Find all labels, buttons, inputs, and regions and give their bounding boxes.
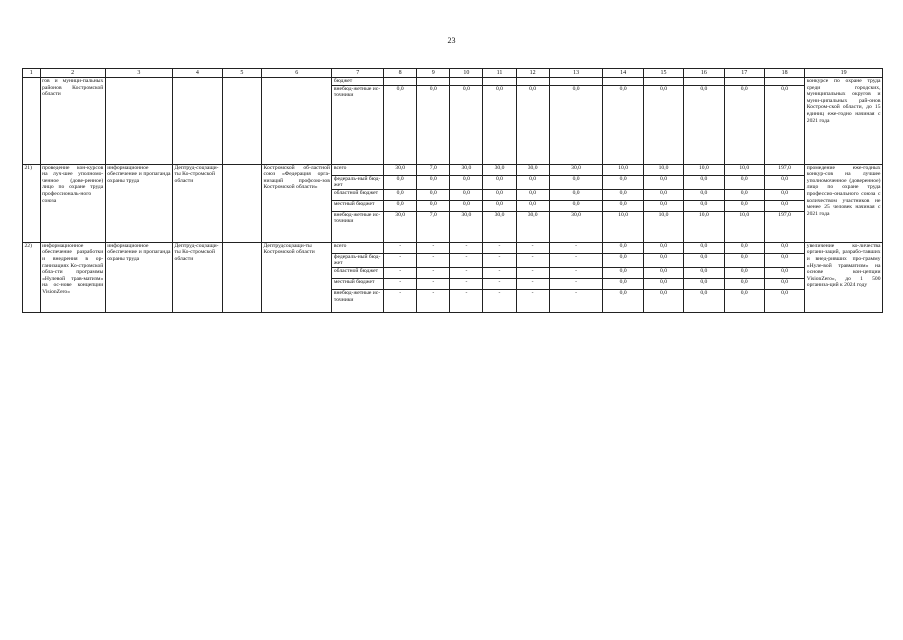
- header-cell: 14: [603, 69, 643, 78]
- value-cell: -: [450, 242, 483, 253]
- value-cell: 0,0: [417, 85, 450, 164]
- value-cell: 0,0: [764, 289, 804, 312]
- value-cell: 0,0: [516, 189, 549, 200]
- value-cell: [384, 78, 417, 86]
- value-cell: 0,0: [384, 189, 417, 200]
- value-cell: 0,0: [483, 200, 516, 211]
- cell-result: промедение еже-годных конкур-сов на лучшее уполномоченное (доверенное) лицо по охране труда профессио-онального союза с количеством участников не менее 25 человек начиная с 2021 года: [805, 164, 883, 242]
- header-cell: 5: [222, 69, 261, 78]
- value-cell: 10,0: [643, 211, 683, 242]
- page-number: 23: [447, 36, 456, 45]
- value-cell: 0,0: [483, 175, 516, 189]
- header-cell: 12: [516, 69, 549, 78]
- cell-empty: [105, 78, 172, 165]
- value-cell: [450, 78, 483, 86]
- value-cell: 30,0: [549, 164, 603, 175]
- value-cell: 0,0: [549, 200, 603, 211]
- source-label: местный бюджет: [332, 278, 384, 289]
- value-cell: 0,0: [450, 200, 483, 211]
- value-cell: 0,0: [603, 85, 643, 164]
- value-cell: 0,0: [684, 267, 724, 278]
- value-cell: 0,0: [603, 278, 643, 289]
- value-cell: 0,0: [417, 200, 450, 211]
- value-cell: 0,0: [549, 189, 603, 200]
- value-cell: 0,0: [384, 85, 417, 164]
- header-cell: 10: [450, 69, 483, 78]
- value-cell: 0,0: [724, 278, 764, 289]
- header-cell: 8: [384, 69, 417, 78]
- value-cell: 0,0: [724, 242, 764, 253]
- source-label: внебюд-жетные ис-точники: [332, 85, 384, 164]
- cell-result: конкурсе по охране труда среди городских, муниципальных округов и муни-ципальных рай-онов Костром-ской области, до 15 единиц еже-годно начиная с 2021 года: [805, 78, 883, 165]
- value-cell: -: [384, 242, 417, 253]
- header-cell: 13: [549, 69, 603, 78]
- cell-description: информационное обеспечение разработки и внедрения в ор-ганизациях Ко-стромской обла-сти программы «Нулевой трав-матизм» на ос-нове концепции VisionZero»: [40, 242, 105, 312]
- value-cell: 0,0: [724, 85, 764, 164]
- source-label: всего: [332, 164, 384, 175]
- value-cell: -: [516, 242, 549, 253]
- value-cell: 0,0: [643, 267, 683, 278]
- value-cell: -: [384, 278, 417, 289]
- value-cell: -: [549, 267, 603, 278]
- value-cell: 10,0: [603, 164, 643, 175]
- header-cell: 2: [40, 69, 105, 78]
- cell-empty: [222, 242, 261, 312]
- cell-responsible: Дептруд-соцзащи-ты Ко-стромской области: [173, 164, 223, 242]
- value-cell: -: [450, 267, 483, 278]
- value-cell: 0,0: [684, 242, 724, 253]
- cell-num: [23, 78, 41, 165]
- value-cell: [516, 78, 549, 86]
- value-cell: 0,0: [603, 289, 643, 312]
- value-cell: 0,0: [417, 175, 450, 189]
- header-cell: 6: [262, 69, 332, 78]
- cell-executor: Костромской об-ластной союз «Федерация орга-низаций профсою-зов Костромской области»: [262, 164, 332, 242]
- value-cell: 0,0: [643, 200, 683, 211]
- header-cell: 3: [105, 69, 172, 78]
- value-cell: 30,0: [450, 211, 483, 242]
- value-cell: 0,0: [516, 200, 549, 211]
- value-cell: -: [549, 242, 603, 253]
- value-cell: 30,0: [450, 164, 483, 175]
- value-cell: 0,0: [724, 289, 764, 312]
- value-cell: 30,0: [483, 164, 516, 175]
- value-cell: 0,0: [483, 85, 516, 164]
- table-row: [23, 78, 883, 86]
- value-cell: 0,0: [764, 253, 804, 267]
- value-cell: 0,0: [603, 200, 643, 211]
- value-cell: 0,0: [764, 175, 804, 189]
- value-cell: -: [516, 289, 549, 312]
- value-cell: 0,0: [450, 175, 483, 189]
- value-cell: 0,0: [549, 85, 603, 164]
- source-label: местный бюджет: [332, 200, 384, 211]
- value-cell: 197,0: [764, 164, 804, 175]
- value-cell: 0,0: [516, 175, 549, 189]
- source-label: внебюд-жетные ис-точники: [332, 289, 384, 312]
- value-cell: 0,0: [643, 175, 683, 189]
- value-cell: 0,0: [724, 253, 764, 267]
- value-cell: 0,0: [603, 253, 643, 267]
- value-cell: 30,0: [549, 211, 603, 242]
- value-cell: 0,0: [684, 85, 724, 164]
- value-cell: 0,0: [764, 278, 804, 289]
- header-cell: 4: [173, 69, 223, 78]
- header-row: [23, 69, 883, 78]
- value-cell: -: [417, 253, 450, 267]
- value-cell: 30,0: [516, 211, 549, 242]
- value-cell: -: [516, 253, 549, 267]
- value-cell: 0,0: [643, 278, 683, 289]
- value-cell: -: [483, 267, 516, 278]
- value-cell: [603, 78, 643, 86]
- source-label: федераль-ный бюд-жет: [332, 253, 384, 267]
- cell-description: проведение кон-курсов на луч-шее уполномо-ченное (дове-ренное) лицо по охране труда профессиональ-ного союза: [40, 164, 105, 242]
- value-cell: 0,0: [684, 175, 724, 189]
- value-cell: -: [483, 278, 516, 289]
- value-cell: 0,0: [764, 200, 804, 211]
- value-cell: [549, 78, 603, 86]
- source-label: внебюд-жетные ис-точники: [332, 211, 384, 242]
- value-cell: 0,0: [450, 85, 483, 164]
- cell-result: увеличение ко-личества органи-заций, разрабо-тавших и внед-ривших про-грамму «Нуле-вой травматизм» на основе кон-цепции VisionZero», до 1 500 организа-ций к 2024 году: [805, 242, 883, 312]
- cell-task: информационное обеспечение и пропаганда охраны труда: [105, 242, 172, 312]
- value-cell: -: [417, 278, 450, 289]
- value-cell: -: [384, 267, 417, 278]
- value-cell: -: [483, 253, 516, 267]
- value-cell: 10,0: [684, 164, 724, 175]
- cell-description: гов и муници-пальных районов Костромской области: [40, 78, 105, 165]
- header-cell: 1: [23, 69, 41, 78]
- cell-executor: Дептрудсоцзащи-ты Костромской области: [262, 242, 332, 312]
- value-cell: 0,0: [384, 175, 417, 189]
- value-cell: 0,0: [643, 289, 683, 312]
- value-cell: -: [417, 242, 450, 253]
- value-cell: 0,0: [643, 253, 683, 267]
- header-cell: 7: [332, 69, 384, 78]
- value-cell: 10,0: [684, 211, 724, 242]
- value-cell: 0,0: [483, 189, 516, 200]
- value-cell: 30,0: [384, 211, 417, 242]
- cell-empty: [262, 78, 332, 165]
- value-cell: 0,0: [764, 85, 804, 164]
- value-cell: -: [417, 267, 450, 278]
- value-cell: 0,0: [603, 189, 643, 200]
- cell-responsible: Дептруд-соцзащи-ты Ко-стромской области: [173, 242, 223, 312]
- value-cell: -: [450, 253, 483, 267]
- value-cell: 0,0: [684, 278, 724, 289]
- table-row: [23, 164, 883, 175]
- value-cell: [684, 78, 724, 86]
- value-cell: 0,0: [724, 267, 764, 278]
- cell-num: 22): [23, 242, 41, 312]
- value-cell: 7,0: [417, 164, 450, 175]
- value-cell: -: [483, 289, 516, 312]
- value-cell: 10,0: [724, 164, 764, 175]
- value-cell: 0,0: [384, 200, 417, 211]
- value-cell: 0,0: [603, 175, 643, 189]
- header-cell: 17: [724, 69, 764, 78]
- value-cell: 7,0: [417, 211, 450, 242]
- value-cell: [764, 78, 804, 86]
- value-cell: -: [516, 267, 549, 278]
- value-cell: 0,0: [643, 242, 683, 253]
- value-cell: 10,0: [603, 211, 643, 242]
- source-label: областной бюджет: [332, 267, 384, 278]
- cell-empty: [222, 78, 261, 165]
- value-cell: 30,0: [516, 164, 549, 175]
- value-cell: 10,0: [643, 164, 683, 175]
- value-cell: 0,0: [764, 242, 804, 253]
- value-cell: 0,0: [724, 200, 764, 211]
- value-cell: 0,0: [764, 267, 804, 278]
- cell-empty: [173, 78, 223, 165]
- value-cell: 0,0: [764, 189, 804, 200]
- value-cell: -: [450, 278, 483, 289]
- value-cell: 30,0: [384, 164, 417, 175]
- cell-num: 21): [23, 164, 41, 242]
- value-cell: -: [549, 289, 603, 312]
- value-cell: 0,0: [684, 253, 724, 267]
- value-cell: 0,0: [417, 189, 450, 200]
- value-cell: -: [450, 289, 483, 312]
- value-cell: 0,0: [516, 85, 549, 164]
- value-cell: [724, 78, 764, 86]
- value-cell: 0,0: [603, 242, 643, 253]
- header-cell: 19: [805, 69, 883, 78]
- value-cell: 0,0: [450, 189, 483, 200]
- header-cell: 16: [684, 69, 724, 78]
- value-cell: 10,0: [724, 211, 764, 242]
- value-cell: 0,0: [684, 200, 724, 211]
- value-cell: 0,0: [724, 175, 764, 189]
- value-cell: -: [384, 289, 417, 312]
- value-cell: 197,0: [764, 211, 804, 242]
- value-cell: [643, 78, 683, 86]
- value-cell: 0,0: [643, 85, 683, 164]
- value-cell: -: [516, 278, 549, 289]
- cell-task: информационное обеспечение и пропаганда охраны труда: [105, 164, 172, 242]
- value-cell: 0,0: [643, 189, 683, 200]
- source-label: всего: [332, 242, 384, 253]
- source-label: бюджет: [332, 78, 384, 86]
- value-cell: 0,0: [684, 189, 724, 200]
- value-cell: -: [384, 253, 417, 267]
- value-cell: [417, 78, 450, 86]
- value-cell: -: [549, 278, 603, 289]
- value-cell: 0,0: [549, 175, 603, 189]
- value-cell: 0,0: [724, 189, 764, 200]
- value-cell: -: [417, 289, 450, 312]
- table-row: [23, 242, 883, 253]
- source-label: федераль-ный бюд-жет: [332, 175, 384, 189]
- value-cell: [483, 78, 516, 86]
- value-cell: 0,0: [603, 267, 643, 278]
- program-table: [22, 68, 883, 313]
- value-cell: -: [483, 242, 516, 253]
- source-label: областной бюджет: [332, 189, 384, 200]
- header-cell: 9: [417, 69, 450, 78]
- cell-empty: [222, 164, 261, 242]
- value-cell: 0,0: [684, 289, 724, 312]
- header-cell: 18: [764, 69, 804, 78]
- header-cell: 11: [483, 69, 516, 78]
- value-cell: -: [549, 253, 603, 267]
- value-cell: 30,0: [483, 211, 516, 242]
- header-cell: 15: [643, 69, 683, 78]
